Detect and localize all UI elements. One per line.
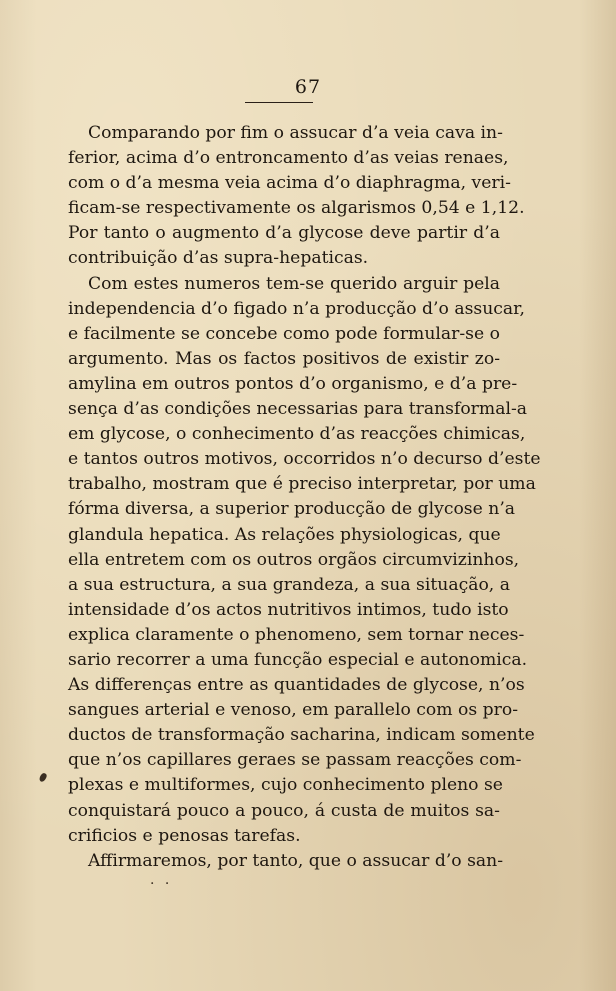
text-line: Affirmaremos, por tanto, que o assucar d’o san- <box>88 850 504 871</box>
text-line: sença d’as condições necessarias para transformal-a <box>68 399 527 420</box>
text-line: fórma diversa, a superior producção de glycose n’a <box>68 499 516 520</box>
paragraph <box>68 121 525 272</box>
text-line: crificios e penosas tarefas. <box>68 825 301 846</box>
text-line: e facilmente se concebe como pode formular-se o <box>68 323 500 344</box>
text-line: e tantos outros motivos, occorridos n’o decurso d’este <box>68 449 541 470</box>
text-line: ductos de transformação sacharina, indicam somente <box>68 725 535 746</box>
ink-spot <box>38 772 47 783</box>
text-line: trabalho, mostram que é preciso interpretar, por uma <box>68 474 536 495</box>
text-line: plexas e multiformes, cujo conhecimento pleno se <box>68 775 503 796</box>
body-text <box>68 121 541 874</box>
text-line: intensidade d’os actos nutritivos intimos, tudo isto <box>68 599 509 620</box>
text-line: amylina em outros pontos d’o organismo, e d’a pre- <box>68 373 518 394</box>
text-line: com o d’a mesma veia acima d’o diaphragma, veri- <box>68 173 511 194</box>
text-line: As differenças entre as quantidades de glycose, n’os <box>68 675 525 696</box>
text-line: a sua estructura, a sua grandeza, a sua situação, a <box>68 574 510 595</box>
text-line: ella entretem com os outros orgãos circumvizinhos, <box>68 549 520 570</box>
text-line: que n’os capillares geraes se passam reacções com- <box>68 750 522 771</box>
signature-mark: · · <box>150 876 173 892</box>
text-line: argumento. Mas os factos positivos de existir zo- <box>68 348 500 369</box>
text-line: sario recorrer a uma funcção especial e autonomica. <box>68 649 528 670</box>
page-number: 67 <box>294 76 322 98</box>
paragraph <box>68 272 541 849</box>
text-line: Com estes numeros tem-se querido arguir pela <box>88 273 500 294</box>
paragraph <box>68 849 504 874</box>
page-number-rule <box>245 102 313 103</box>
text-line: contribuição d’as supra-hepaticas. <box>68 248 369 269</box>
text-line: glandula hepatica. As relações physiologicas, que <box>68 524 501 545</box>
text-line: ficam-se respectivamente os algarismos 0,54 e 1,12. <box>68 198 525 219</box>
text-line: explica claramente o phenomeno, sem tornar neces- <box>68 624 525 645</box>
text-line: sangues arterial e venoso, em parallelo com os pro- <box>68 700 519 721</box>
text-line: independencia d’o figado n’a producção d’o assucar, <box>68 298 525 319</box>
text-line: Por tanto o augmento d’a glycose deve partir d’a <box>68 223 500 244</box>
text-line: conquistará pouco a pouco, á custa de muitos sa- <box>68 800 500 821</box>
text-line: ferior, acima d’o entroncamento d’as veias renaes, <box>68 148 509 169</box>
text-line: Comparando por fim o assucar d’a veia cava in- <box>88 123 503 143</box>
text-line: em glycose, o conhecimento d’as reacções chimicas, <box>68 424 526 445</box>
